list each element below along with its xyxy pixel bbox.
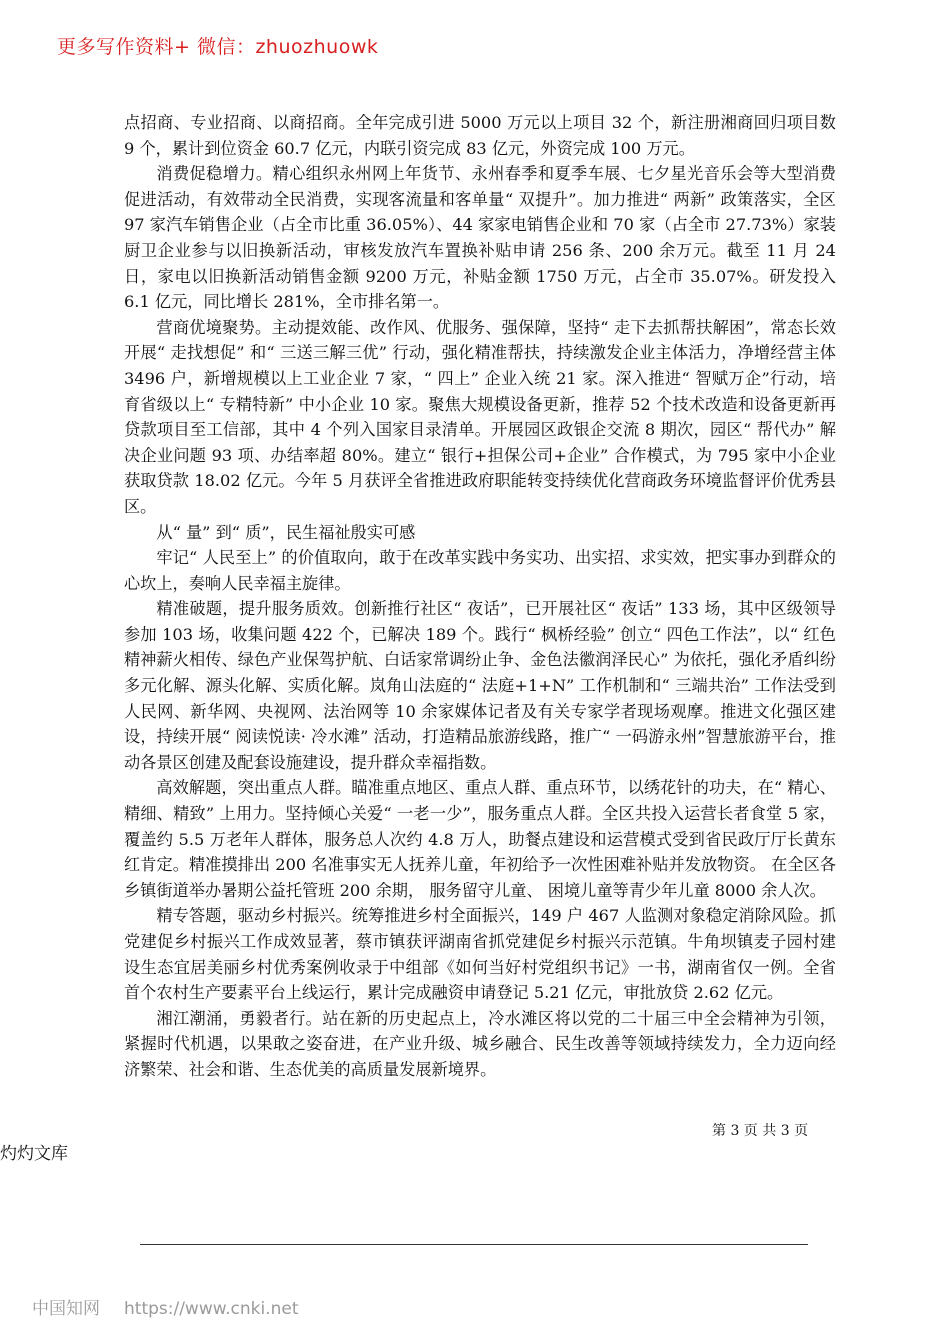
paragraph-1: 点招商、专业招商、以商招商。全年完成引进 5000 万元以上项目 32 个，新注册湘商回归项目数 9 个，累计到位资金 60.7 亿元，内联引资完成 83 亿元，外资完成 100 万元。: [124, 113, 836, 158]
promo-banner: 更多写作资料+ 微信：zhuozhuowk: [57, 36, 379, 58]
document-body: [124, 110, 836, 1083]
section-heading-livelihood: 从“ 量” 到“ 质”，民生福祉殷实可感: [156, 522, 416, 542]
footer-url: https://www.cnki.net: [124, 1299, 299, 1319]
paragraph-business-environment: 营商优境聚势。主动提效能、改作风、优服务、强保障，坚持“ 走下去抓帮扶解困”，常态长效开展“ 走找想促” 和“ 三送三解三优” 行动，强化精准帮扶，持续激发企业主体活力，净增经营主体 3496 户，新增规模以上工业企业 7 家，“ 四上” 企业入统 21 家。深入推进“ 智赋万企”行动，培育省级以上“ 专精特新” 中小企业 10 家。聚焦大规模设备更新，推荐 52 个技术改造和设备更新再贷款项目至工信部，其中 4 个列入国家目录清单。开展园区政银企交流 8 期次，园区“ 帮代办” 解决企业问题 93 项、办结率超 80%。建立“ 银行+担保公司+企业” 合作模式，为 795 家中小企业获取贷款 18.02 亿元。今年 5 月获评全省推进政府职能转变持续优化营商政务环境监督评价优秀县区。: [124, 317, 836, 516]
footer-divider: [140, 1244, 808, 1245]
paragraph-people-first: 牢记“ 人民至上” 的价值取向，敢于在改革实践中务实功、出实招、求实效，把实事办到群众的心坎上，奏响人民幸福主旋律。: [124, 548, 836, 593]
paragraph-key-groups: 高效解题，突出重点人群。瞄准重点地区、重点人群、重点环节，以绣花针的功夫，在“ 精心、精细、精致” 上用力。坚持倾心关爱“ 一老一少”，服务重点人群。全区共投入运营长者食堂 5 家，覆盖约 5.5 万老年人群体，服务总人次约 4.8 万人，助餐点建设和运营模式受到省民政厅厅长黄东红肯定。精准摸排出 200 名准事实无人抚养儿童，年初给予一次性困难补贴并发放物资。 在全区各乡镇街道举办暑期公益托管班 200 余期， 服务留守儿童、 困境儿童等青少年儿童 8000 余人次。: [124, 778, 836, 900]
paragraph-rural-revitalization: 精专答题，驱动乡村振兴。统筹推进乡村全面振兴，149 户 467 人监测对象稳定消除风险。抓党建促乡村振兴工作成效显著，蔡市镇获评湖南省抓党建促乡村振兴示范镇。牛角坝镇麦子园村建设生态宜居美丽乡村优秀案例收录于中组部《如何当好村党组织书记》一书，湖南省仅一例。全省首个农村生产要素平台上线运行，累计完成融资申请登记 5.21 亿元，审批放贷 2.62 亿元。: [124, 906, 836, 1003]
paragraph-conclusion: 湘江潮涌，勇毅者行。站在新的历史起点上，冷水滩区将以党的二十届三中全会精神为引领，紧握时代机遇，以果敢之姿奋进，在产业升级、城乡融合、民生改善等领域持续发力，全力迈向经济繁荣、社会和谐、生态优美的高质量发展新境界。: [124, 1008, 836, 1079]
page-number: 第 3 页 共 3 页: [712, 1123, 809, 1139]
library-name: 灼灼文库: [0, 1144, 68, 1164]
footer-watermark: [32, 1294, 322, 1319]
footer-brand-name: 中国知网: [32, 1299, 100, 1319]
paragraph-precise-solutions: 精准破题，提升服务质效。创新推行社区“ 夜话”，已开展社区“ 夜话” 133 场，其中区级领导参加 103 场，收集问题 422 个，已解决 189 个。践行“ 枫桥经验” 创立“ 四色工作法”，以“ 红色精神薪火相传、绿色产业保驾护航、白话家常调纷止争、金色法徽润泽民心” 为依托，强化矛盾纠纷多元化解、源头化解、实质化解。岚角山法庭的“ 法庭+1+N” 工作机制和“ 三端共治” 工作法受到人民网、新华网、央视网、法治网等 10 余家媒体记者及有关专家学者现场观摩。推进文化强区建设，持续开展“ 阅读悦读· 冷水滩” 活动，打造精品旅游线路，推广“ 一码游永州”智慧旅游平台，推动各景区创建及配套设施建设，提升群众幸福指数。: [124, 599, 836, 772]
paragraph-consumption: 消费促稳增力。精心组织永州网上年货节、永州春季和夏季车展、七夕星光音乐会等大型消费促进活动，有效带动全民消费，实现客流量和客单量“ 双提升”。加力推进“ 两新” 政策落实，全区 97 家汽车销售企业（占全市比重 36.05%）、44 家家电销售企业和 70 家（占全市 27.73%）家装厨卫企业参与以旧换新活动，审核发放汽车置换补贴申请 256 条、200 余万元。截至 11 月 24 日，家电以旧换新活动销售金额 9200 万元，补贴金额 1750 万元，占全市 35.07%。研发投入 6.1 亿元，同比增长 281%，全市排名第一。: [124, 164, 836, 312]
